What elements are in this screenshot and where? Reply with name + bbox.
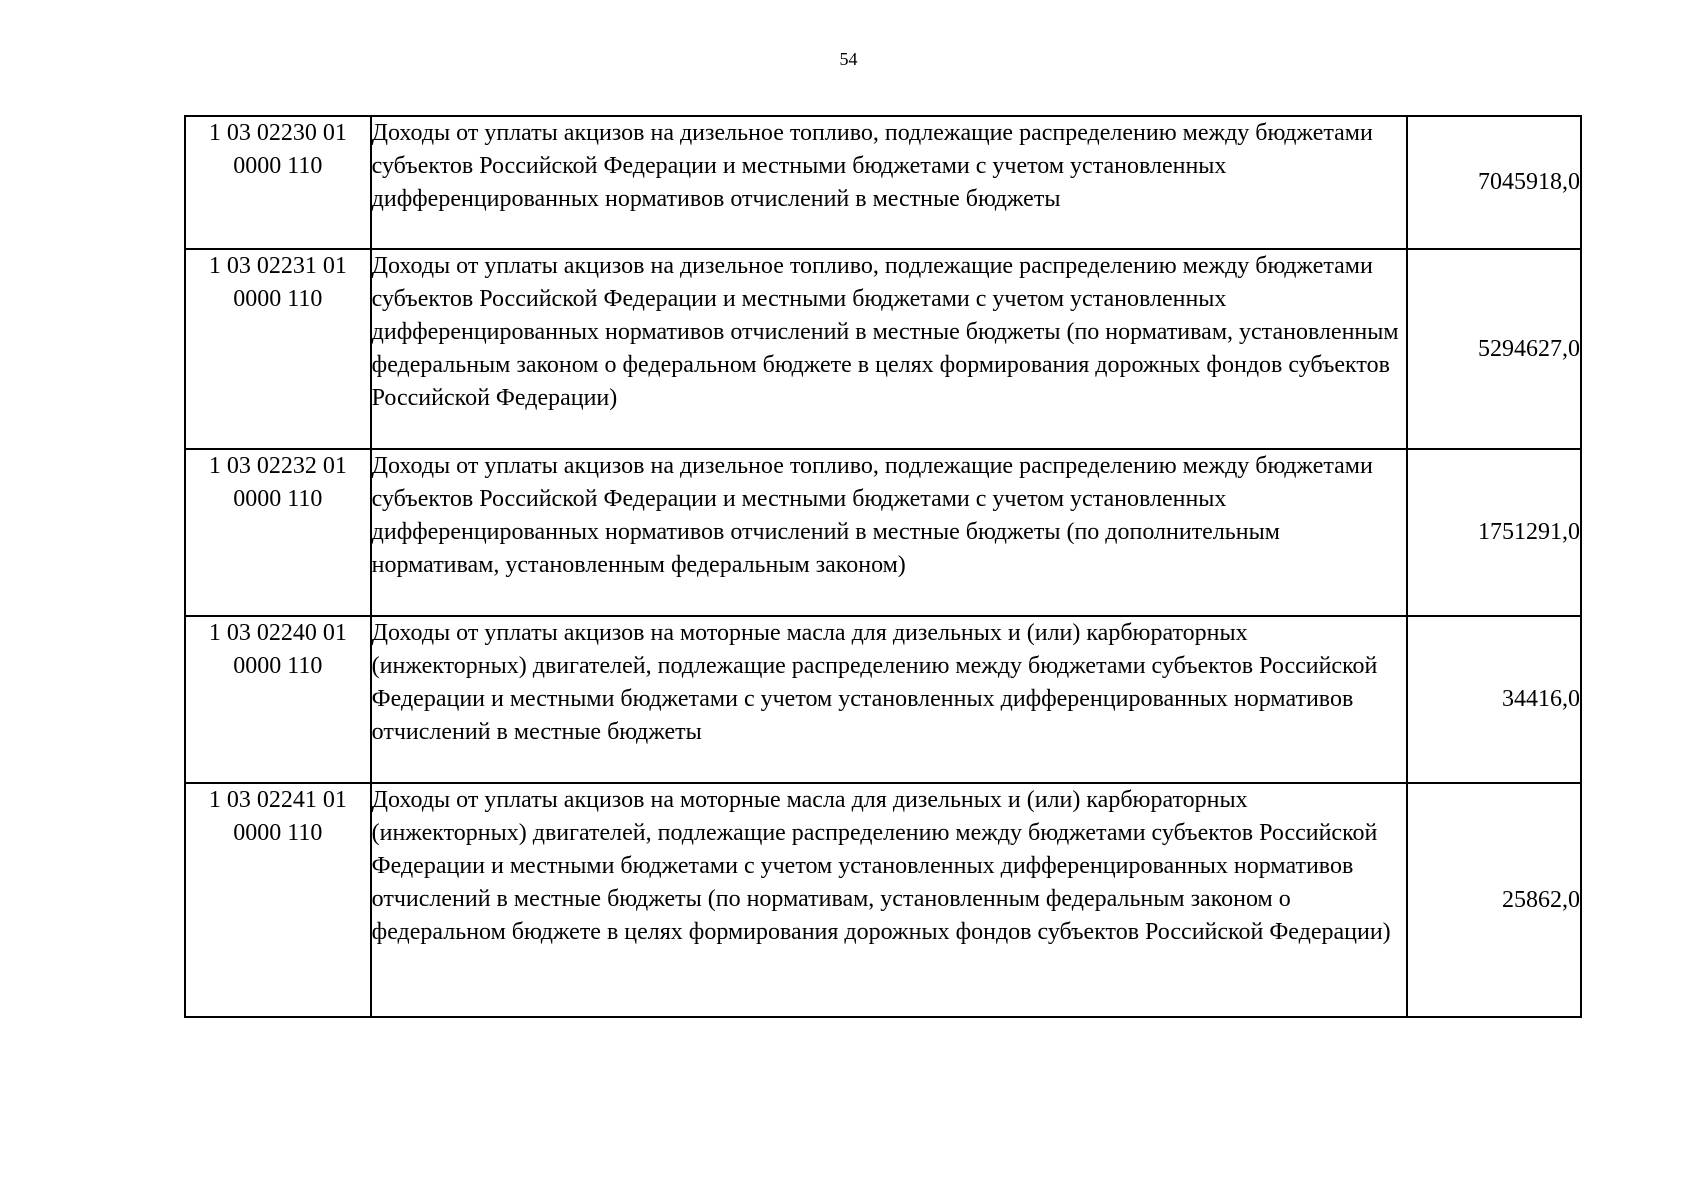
budget-code-line: 0000 110 <box>233 486 323 512</box>
amount-cell: 34416,0 <box>1407 616 1581 783</box>
budget-code-line: 0000 110 <box>233 153 323 179</box>
budget-code-line: 1 03 02231 01 <box>208 253 347 279</box>
revenue-table-body <box>185 116 1581 1017</box>
table-row <box>185 616 1581 783</box>
budget-code-line: 0000 110 <box>233 286 323 312</box>
table-row <box>185 116 1581 249</box>
budget-code-line: 1 03 02240 01 <box>208 620 347 646</box>
description-cell: Доходы от уплаты акцизов на дизельное топливо, подлежащие распределению между бюджетами субъектов Российской Федерации и местными бюджетами с учетом установленных дифференцированных нормативов отчислений в местные бюджеты (по дополнительным нормативам, установленным федеральным законом) <box>371 449 1408 616</box>
amount-cell: 1751291,0 <box>1407 449 1581 616</box>
budget-code-line: 1 03 02230 01 <box>208 120 347 146</box>
budget-code-cell <box>185 249 371 449</box>
description-cell: Доходы от уплаты акцизов на дизельное топливо, подлежащие распределению между бюджетами субъектов Российской Федерации и местными бюджетами с учетом установленных дифференцированных нормативов отчислений в местные бюджеты <box>371 116 1408 249</box>
budget-code-cell <box>185 449 371 616</box>
amount-cell: 5294627,0 <box>1407 249 1581 449</box>
budget-code-line: 1 03 02241 01 <box>208 787 347 813</box>
table-row <box>185 449 1581 616</box>
page-number: 54 <box>839 49 858 69</box>
amount-cell: 7045918,0 <box>1407 116 1581 249</box>
budget-code-cell <box>185 116 371 249</box>
description-cell: Доходы от уплаты акцизов на дизельное топливо, подлежащие распределению между бюджетами субъектов Российской Федерации и местными бюджетами с учетом установленных дифференцированных нормативов отчислений в местные бюджеты (по нормативам, установленным федеральным законом о федеральном бюджете в целях формирования дорожных фондов субъектов Российской Федерации) <box>371 249 1408 449</box>
description-cell: Доходы от уплаты акцизов на моторные масла для дизельных и (или) карбюраторных (инжекторных) двигателей, подлежащие распределению между бюджетами субъектов Российской Федерации и местными бюджетами с учетом установленных дифференцированных нормативов отчислений в местные бюджеты <box>371 616 1408 783</box>
amount-cell: 25862,0 <box>1407 783 1581 1017</box>
budget-code-line: 0000 110 <box>233 653 323 679</box>
budget-code-line: 1 03 02232 01 <box>208 453 347 479</box>
table-row <box>185 249 1581 449</box>
budget-code-cell <box>185 783 371 1017</box>
revenue-table <box>184 115 1582 1018</box>
table-row <box>185 783 1581 1017</box>
budget-code-cell <box>185 616 371 783</box>
budget-code-line: 0000 110 <box>233 820 323 846</box>
description-cell: Доходы от уплаты акцизов на моторные масла для дизельных и (или) карбюраторных (инжекторных) двигателей, подлежащие распределению между бюджетами субъектов Российской Федерации и местными бюджетами с учетом установленных дифференцированных нормативов отчислений в местные бюджеты (по нормативам, установленным федеральным законом о федеральном бюджете в целях формирования дорожных фондов субъектов Российской Федерации) <box>371 783 1408 1017</box>
